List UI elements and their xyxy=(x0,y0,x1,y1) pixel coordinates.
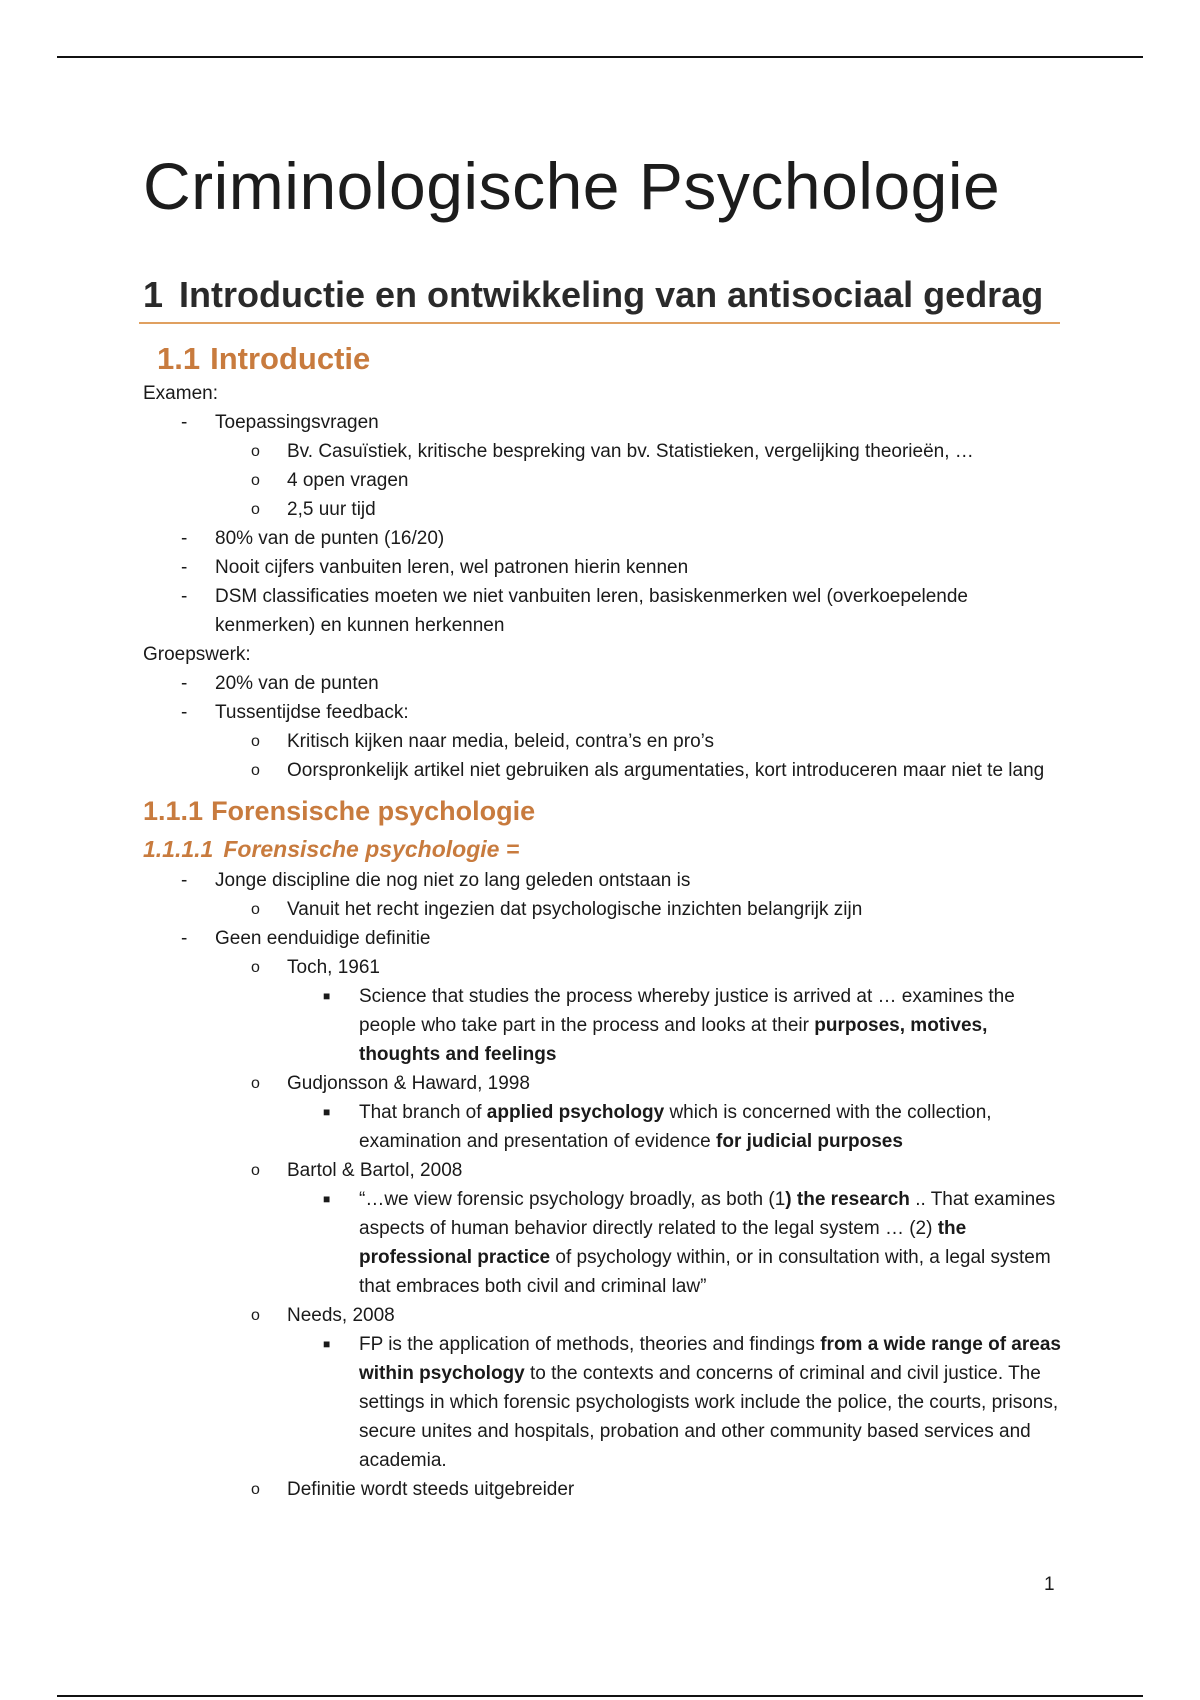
heading-1-1-1-text: Forensische psychologie xyxy=(211,795,536,826)
circle-bullet: o xyxy=(251,500,260,518)
footer-rule xyxy=(57,1695,1143,1697)
circle-bullet: o xyxy=(251,1307,260,1325)
circle-bullet: o xyxy=(251,959,260,977)
quote-list xyxy=(287,1330,1063,1475)
dash-bullet: - xyxy=(181,672,188,694)
list-item: o Oorspronkelijk artikel niet gebruiken als argumentaties, kort introduceren maar niet te lang xyxy=(143,756,1063,785)
list-item: o Bv. Casuïstiek, kritische bespreking van bv. Statistieken, vergelijking theorieën, … xyxy=(143,437,1063,466)
circle-bullet: o xyxy=(251,442,260,460)
dash-bullet: - xyxy=(181,527,188,549)
list-item: o Toch, 1961 ■ Science that studies the process whereby justice is arrived at … examines the people who take part in the process and looks at their purposes, motives, thoughts and feelings xyxy=(143,953,1063,1069)
circle-bullet: o xyxy=(251,1075,260,1093)
list-item: - DSM classificaties moeten we niet vanbuiten leren, basiskenmerken wel (overkoepelende kenmerken) en kunnen herkennen xyxy=(143,582,1063,640)
list-item: o Vanuit het recht ingezien dat psychologische inzichten belangrijk zijn xyxy=(143,895,1063,924)
list-item: - Tussentijdse feedback: o Kritisch kijken naar media, beleid, contra’s en pro’s o Oorspronkelijk artikel niet gebruiken als argumentaties, kort introduceren maar niet te lang xyxy=(143,698,1063,785)
circle-bullet: o xyxy=(251,1481,260,1499)
document-title: Criminologische Psychologie xyxy=(143,149,1001,223)
sub-list xyxy=(215,895,1063,924)
dash-bullet: - xyxy=(181,870,188,892)
list-item: - Toepassingsvragen o Bv. Casuïstiek, kritische bespreking van bv. Statistieken, vergelijking theorieën, … o 4 open vragen o 2,5 uur tijd xyxy=(143,408,1063,524)
circle-bullet: o xyxy=(251,901,260,919)
quote-item: ■ “…we view forensic psychology broadly, as both (1) the research .. That examines aspects of human behavior directly related to the legal system … (2) the professional practice of psychology within, or in consultation with, a legal system that embraces both civil and criminal law” xyxy=(143,1185,1063,1301)
square-bullet: ■ xyxy=(323,989,331,1004)
list-item: o Needs, 2008 ■ FP is the application of methods, theories and findings from a wide range of areas within psychology to the contexts and concerns of criminal and civil justice. The settings in which forensic psychologists work include the police, the courts, prisons, secure unites and hospitals, probation and other community based services and academia. xyxy=(143,1301,1063,1475)
list-item: - 20% van de punten xyxy=(143,669,1063,698)
quote-list xyxy=(287,982,1063,1069)
document-body xyxy=(143,150,1063,1504)
circle-bullet: o xyxy=(251,1162,260,1180)
list-item: - 80% van de punten (16/20) xyxy=(143,524,1063,553)
heading-1-1-1-number: 1.1.1 xyxy=(143,795,204,826)
list-item: o 4 open vragen xyxy=(143,466,1063,495)
quote-item: ■ FP is the application of methods, theories and findings from a wide range of areas within psychology to the contexts and concerns of criminal and civil justice. The settings in which forensic psychologists work include the police, the courts, prisons, secure unites and hospitals, probation and other community based services and academia. xyxy=(143,1330,1063,1475)
dash-bullet: - xyxy=(181,701,188,723)
square-bullet: ■ xyxy=(323,1105,331,1120)
sub-list xyxy=(215,437,1063,524)
heading-1-text: Introductie en ontwikkeling van antisociaal gedrag xyxy=(179,273,1044,315)
list-item: - Jonge discipline die nog niet zo lang geleden ontstaan is o Vanuit het recht ingezien dat psychologische inzichten belangrijk zijn xyxy=(143,866,1063,924)
groepswerk-list xyxy=(143,669,1063,785)
square-bullet: ■ xyxy=(323,1192,331,1207)
heading-1-1-1-1 xyxy=(143,835,1063,864)
sub-list xyxy=(215,727,1063,785)
examen-label: Examen: xyxy=(143,382,218,404)
header-rule xyxy=(57,56,1143,58)
heading-1-1 xyxy=(157,340,1063,377)
list-item: - Nooit cijfers vanbuiten leren, wel patronen hierin kennen xyxy=(143,553,1063,582)
list-item: - Geen eenduidige definitie o Toch, 1961 ■ Science that studies the process whereby justice is arrived at … examines the people who take part in the process and looks at their purposes, motives, thoughts and feelings o Gudjonsson & Haward, 1998 ■ That branch of applied psychology which is concerned with the collection, examination and presentation of evidence for judicial purposes o Bartol & Bartol, 2008 ■ “…we view forensic psychology broadly, as both (1) the research .. That examines aspects of human behavior directly related to the legal system … (2) the professional practice of psychology within, or in consultation with, a legal system that embraces both civil and criminal law” o Needs, 2008 ■ FP is the application of methods, theories and findings from a wide range of areas within psychology to the contexts and concerns of criminal and civil justice. The settings in which forensic psychologists work include the police, the courts, prisons, secure unites and hospitals, probation and other community based services and academia. o Definitie wordt steeds uitgebreider xyxy=(143,924,1063,1504)
list-item: o 2,5 uur tijd xyxy=(143,495,1063,524)
heading-1 xyxy=(139,273,1060,324)
dash-bullet: - xyxy=(181,585,188,607)
circle-bullet: o xyxy=(251,732,260,750)
heading-1-1-1-1-text: Forensische psychologie = xyxy=(223,836,520,863)
circle-bullet: o xyxy=(251,761,260,779)
dash-bullet: - xyxy=(181,556,188,578)
groepswerk-label: Groepswerk: xyxy=(143,643,251,665)
heading-1-number: 1 xyxy=(143,273,164,315)
circle-bullet: o xyxy=(251,471,260,489)
list-item: o Kritisch kijken naar media, beleid, contra’s en pro’s xyxy=(143,727,1063,756)
square-bullet: ■ xyxy=(323,1337,331,1352)
examen-list xyxy=(143,408,1063,640)
list-item: o Definitie wordt steeds uitgebreider xyxy=(143,1475,1063,1504)
quote-item: ■ That branch of applied psychology which is concerned with the collection, examination and presentation of evidence for judicial purposes xyxy=(143,1098,1063,1156)
dash-bullet: - xyxy=(181,411,188,433)
heading-1-1-number: 1.1 xyxy=(157,340,201,376)
quote-item: ■ Science that studies the process whereby justice is arrived at … examines the people who take part in the process and looks at their purposes, motives, thoughts and feelings xyxy=(143,982,1063,1069)
quote-list xyxy=(287,1098,1063,1156)
heading-1-1-text: Introductie xyxy=(210,340,371,376)
list-item: o Bartol & Bartol, 2008 ■ “…we view forensic psychology broadly, as both (1) the research .. That examines aspects of human behavior directly related to the legal system … (2) the professional practice of psychology within, or in consultation with, a legal system that embraces both civil and criminal law” xyxy=(143,1156,1063,1301)
definitions-list xyxy=(215,953,1063,1504)
fp-list xyxy=(143,866,1063,1504)
heading-1-1-1 xyxy=(143,795,1063,827)
quote-list xyxy=(287,1185,1063,1301)
page-number: 1 xyxy=(1044,1574,1055,1595)
list-item: o Gudjonsson & Haward, 1998 ■ That branch of applied psychology which is concerned with the collection, examination and presentation of evidence for judicial purposes xyxy=(143,1069,1063,1156)
dash-bullet: - xyxy=(181,928,188,950)
heading-1-1-1-1-number: 1.1.1.1 xyxy=(143,836,214,863)
